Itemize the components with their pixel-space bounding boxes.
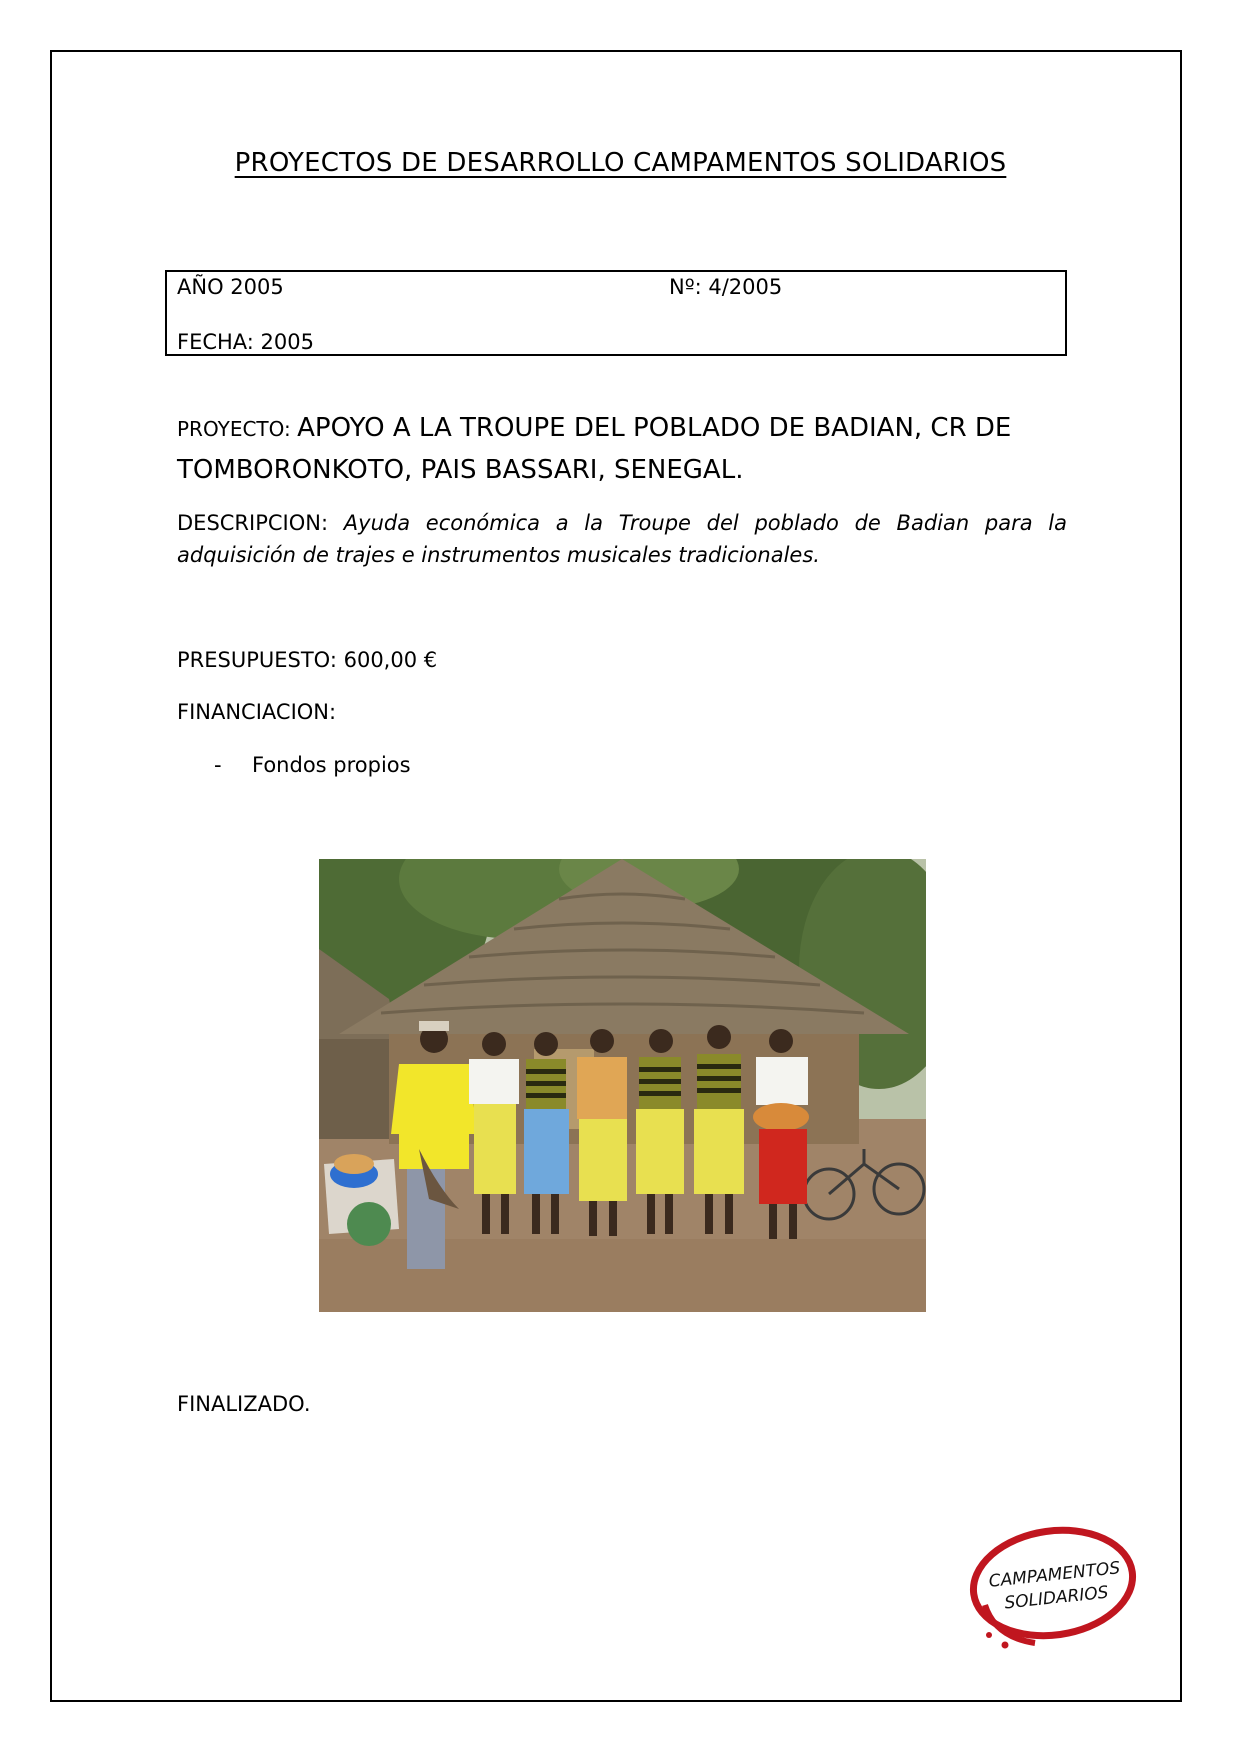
description-section bbox=[177, 507, 1067, 571]
document-title: PROYECTOS DE DESARROLLO CAMPAMENTOS SOLIDARIOS bbox=[234, 148, 1007, 178]
budget-line: PRESUPUESTO: 600,00 € bbox=[177, 648, 438, 672]
troupe-photo bbox=[319, 859, 926, 1312]
funding-bullet: - bbox=[214, 753, 222, 777]
date-field: FECHA: 2005 bbox=[177, 330, 314, 354]
year-field: AÑO 2005 bbox=[177, 275, 284, 299]
description-text: Ayuda económica a la Troupe del poblado de Badian para la adquisición de trajes e instrumentos musicales tradicionales. bbox=[177, 511, 1067, 567]
funding-item: Fondos propios bbox=[252, 753, 411, 777]
status-finalizado: FINALIZADO. bbox=[177, 1392, 311, 1416]
number-field: Nº: 4/2005 bbox=[669, 275, 783, 299]
project-section bbox=[177, 408, 1067, 491]
campamentos-solidarios-logo bbox=[965, 1525, 1137, 1650]
project-label: PROYECTO: bbox=[177, 417, 298, 441]
logo-line-2: SOLIDARIOS bbox=[1003, 1582, 1110, 1614]
info-box bbox=[165, 270, 1067, 356]
logo-line-1: CAMPAMENTOS bbox=[987, 1558, 1122, 1592]
description-label: DESCRIPCION: bbox=[177, 511, 344, 535]
project-name: APOYO A LA TROUPE DEL POBLADO DE BADIAN, CR DE TOMBORONKOTO, PAIS BASSARI, SENEGAL. bbox=[177, 413, 1012, 485]
funding-label: FINANCIACION: bbox=[177, 700, 337, 724]
